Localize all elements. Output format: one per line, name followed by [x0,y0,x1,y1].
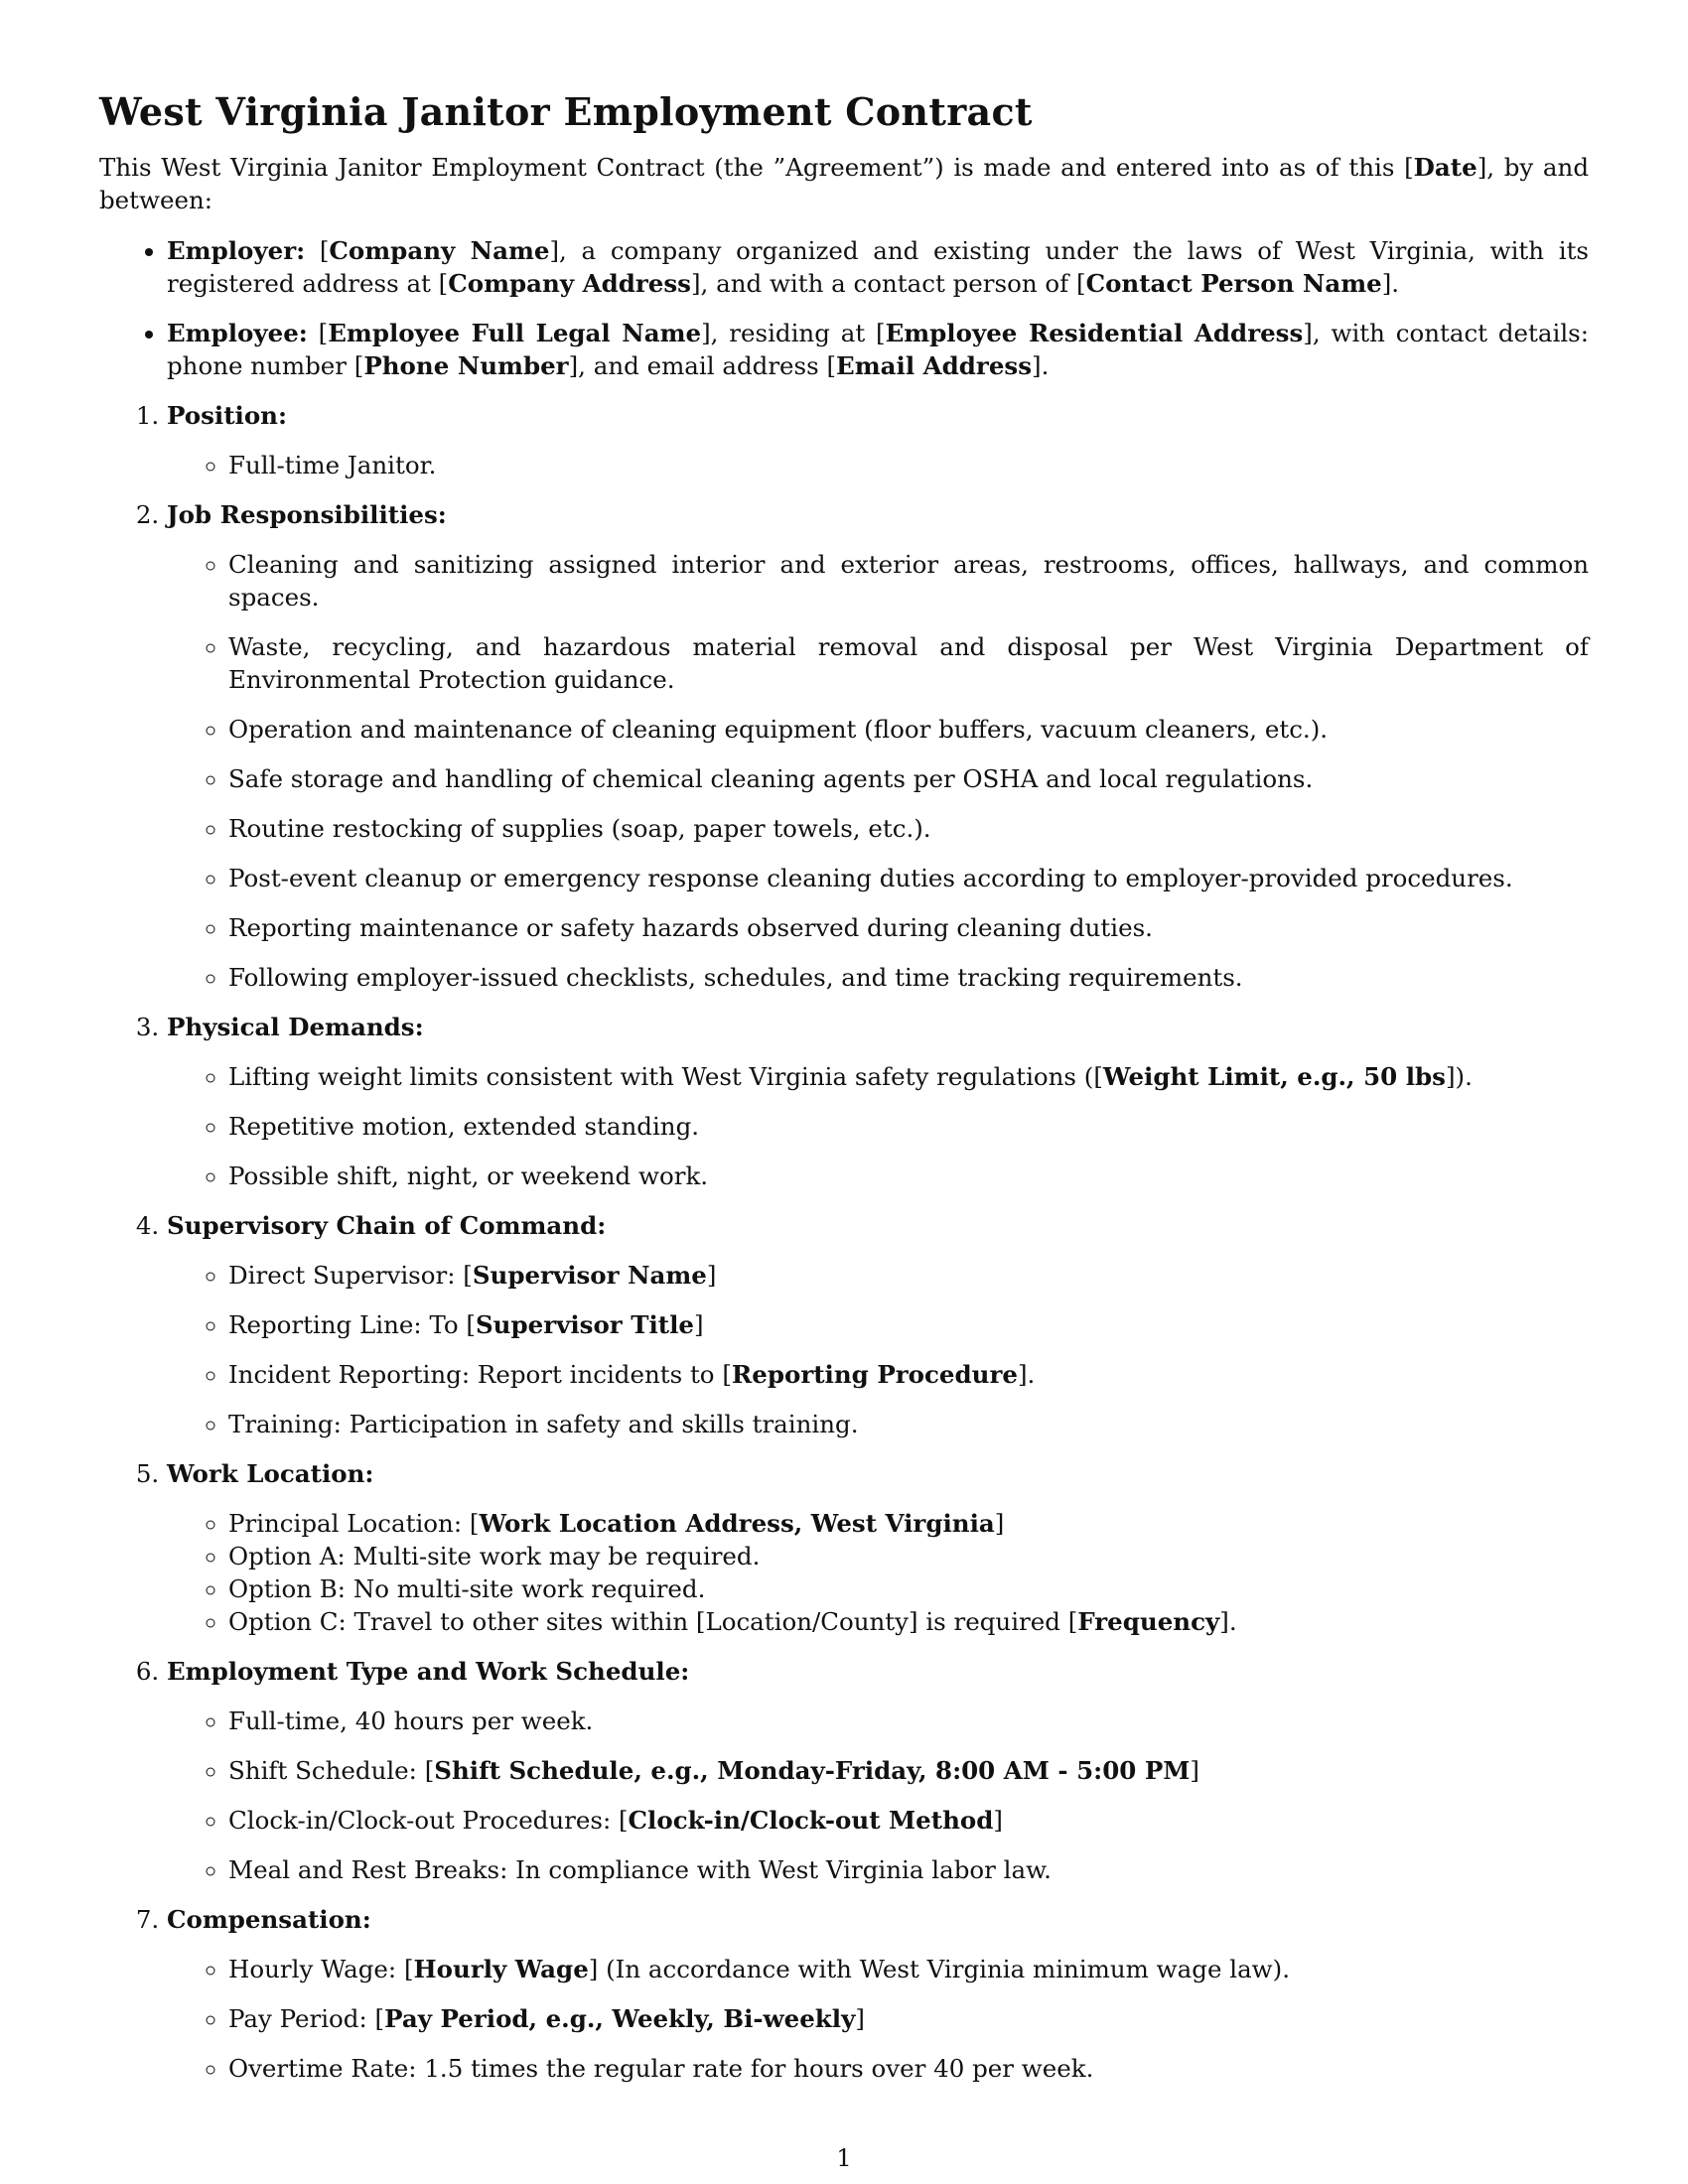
list-item: ◦ Option C: Travel to other sites within [Location/County] is required [Frequency]. [228,1605,1589,1638]
employee-name-placeholder: Employee Full Legal Name [328,319,702,347]
list-item: ◦ Cleaning and sanitizing assigned interior and exterior areas, restrooms, offices, hallways, and common spaces. [228,548,1589,614]
parties-list [99,234,1589,382]
section-supervisory-chain [167,1209,1589,1440]
list-item: ◦ Repetitive motion, extended standing. [228,1110,1589,1143]
list-item: ◦ Training: Participation in safety and skills training. [228,1408,1589,1440]
section-title: 6. Employment Type and Work Schedule: [167,1657,690,1686]
section-work-location [167,1457,1589,1638]
list-item: ◦ Possible shift, night, or weekend work. [228,1160,1589,1192]
list-item: ◦ Lifting weight limits consistent with West Virginia safety regulations ([Weight Limit, e.g., 50 lbs]). [228,1060,1589,1093]
list-item: ◦ Operation and maintenance of cleaning equipment (floor buffers, vacuum cleaners, etc.). [228,713,1589,746]
section-job-responsibilities [167,498,1589,994]
contact-person-placeholder: Contact Person Name [1085,269,1382,298]
section-title: 5. Work Location: [167,1459,374,1488]
party-employee: • Employee: [Employee Full Legal Name], residing at [Employee Residential Address], with contact details: phone number [Phone Number], and email address [Email Address]. [167,317,1589,382]
section-position [167,399,1589,481]
section-employment-type [167,1655,1589,1886]
list-item: ◦ Reporting Line: To [Supervisor Title] [228,1308,1589,1341]
list-item: ◦ Full-time Janitor. [228,449,1589,481]
intro-paragraph: This West Virginia Janitor Employment Contract (the ”Agreement”) is made and entered into as of this [Date], by and between: [99,153,1589,214]
list-item: ◦ Safe storage and handling of chemical cleaning agents per OSHA and local regulations. [228,762,1589,795]
company-address-placeholder: Company Address [448,269,691,298]
list-item: ◦ Reporting maintenance or safety hazards observed during cleaning duties. [228,911,1589,944]
list-item: ◦ Following employer-issued checklists, schedules, and time tracking requirements. [228,961,1589,994]
email-placeholder: Email Address [836,351,1033,380]
list-item: ◦ Full-time, 40 hours per week. [228,1705,1589,1737]
page-number: 1 [836,2144,852,2172]
list-item: ◦ Shift Schedule: [Shift Schedule, e.g., Monday-Friday, 8:00 AM - 5:00 PM] [228,1754,1589,1787]
list-item: ◦ Meal and Rest Breaks: In compliance with West Virginia labor law. [228,1853,1589,1886]
list-item: ◦ Principal Location: [Work Location Address, West Virginia] [228,1507,1589,1540]
list-item: ◦ Clock-in/Clock-out Procedures: [Clock-in/Clock-out Method] [228,1804,1589,1837]
party-employer: • Employer: [Company Name], a company organized and existing under the laws of West Virginia, with its registered address at [Company Address], and with a contact person of [Contact Person Name]. [167,234,1589,300]
list-item: ◦ Direct Supervisor: [Supervisor Name] [228,1259,1589,1292]
contract-sections [99,399,1589,2085]
section-physical-demands [167,1011,1589,1192]
document-page [99,87,1589,2102]
section-title: 4. Supervisory Chain of Command: [167,1211,607,1240]
list-item: ◦ Routine restocking of supplies (soap, paper towels, etc.). [228,812,1589,845]
document-title: West Virginia Janitor Employment Contract [99,89,1033,134]
list-item: ◦ Post-event cleanup or emergency response cleaning duties according to employer-provided procedures. [228,862,1589,894]
company-name-placeholder: Company Name [329,236,550,265]
section-title: 1. Position: [167,401,288,430]
date-placeholder: Date [1413,153,1477,182]
phone-placeholder: Phone Number [363,351,569,380]
list-item: ◦ Overtime Rate: 1.5 times the regular rate for hours over 40 per week. [228,2052,1589,2085]
list-item: ◦ Waste, recycling, and hazardous material removal and disposal per West Virginia Department of Environmental Protection guidance. [228,630,1589,696]
section-title: 7. Compensation: [167,1905,371,1934]
list-item: ◦ Hourly Wage: [Hourly Wage] (In accordance with West Virginia minimum wage law). [228,1953,1589,1985]
employee-address-placeholder: Employee Residential Address [885,319,1304,347]
list-item: ◦ Pay Period: [Pay Period, e.g., Weekly, Bi-weekly] [228,2002,1589,2035]
section-title: 3. Physical Demands: [167,1013,424,1041]
list-item: ◦ Incident Reporting: Report incidents to [Reporting Procedure]. [228,1358,1589,1391]
list-item: ◦ Option A: Multi-site work may be required. [228,1540,1589,1572]
section-compensation [167,1903,1589,2085]
section-title: 2. Job Responsibilities: [167,500,447,529]
list-item: ◦ Option B: No multi-site work required. [228,1572,1589,1605]
